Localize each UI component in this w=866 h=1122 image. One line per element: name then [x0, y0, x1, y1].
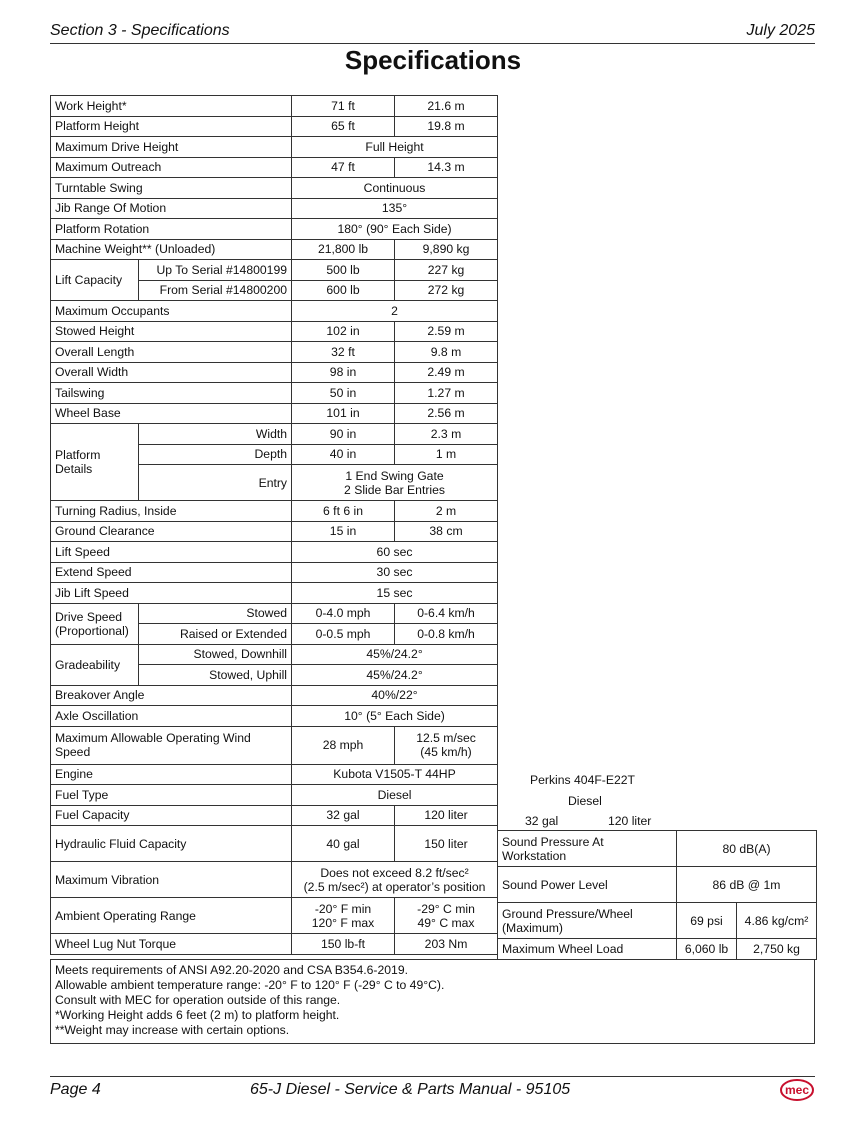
alt-engine: Perkins 404F-E22T [530, 773, 635, 787]
header-date: July 2025 [746, 22, 815, 39]
spec-value-us: 90 in [292, 424, 395, 445]
spec-value-us: 21,800 lb [292, 239, 395, 260]
spec-label: Machine Weight** (Unloaded) [51, 239, 292, 260]
spec-value: 10° (5° Each Side) [292, 706, 498, 727]
note-line: **Weight may increase with certain options. [55, 1023, 290, 1037]
spec-label: Ground Clearance [51, 521, 292, 542]
spec-label [498, 903, 677, 939]
spec-value-metric: 38 cm [395, 521, 498, 542]
spec-value-line: 49° C max [417, 915, 475, 930]
spec-value-us: 32 gal [292, 805, 395, 826]
spec-value-line: (45 km/h) [420, 745, 472, 759]
spec-value: 180° (90° Each Side) [292, 219, 498, 240]
spec-value [292, 862, 498, 898]
note-line: *Working Height adds 6 feet (2 m) to platform height. [55, 1008, 340, 1022]
spec-value: 45%/24.2° [292, 644, 498, 665]
spec-row-platform-height [51, 116, 498, 137]
spec-value: 30 sec [292, 562, 498, 583]
spec-value-us: 101 in [292, 403, 395, 424]
spec-label: Lift Speed [51, 542, 292, 563]
manual-title: 65-J Diesel - Service & Parts Manual - 95105 [250, 1081, 571, 1098]
spec-label: Jib Lift Speed [51, 583, 292, 604]
spec-label-line: Ground Pressure/Wheel [502, 906, 633, 921]
spec-row-platform-width [51, 424, 498, 445]
spec-label: Maximum Vibration [51, 862, 292, 898]
spec-label-line: Platform [55, 448, 101, 462]
spec-row-engine [51, 764, 498, 785]
note-line: Consult with MEC for operation outside of this range. [55, 993, 341, 1007]
spec-value-us: 32 ft [292, 342, 395, 363]
spec-value: 45%/24.2° [292, 665, 498, 686]
spec-label: Turning Radius, Inside [51, 501, 292, 522]
spec-label: Extend Speed [51, 562, 292, 583]
spec-value-us: 50 in [292, 383, 395, 404]
footer-rule [50, 1076, 815, 1077]
spec-sublabel: Up To Serial #14800199 [139, 260, 292, 281]
alt-fuel-capacity-us: 32 gal [525, 814, 559, 828]
spec-row-platform-rotation [51, 219, 498, 240]
spec-value-line: -29° C min [417, 901, 475, 916]
spec-label-line: Details [55, 462, 93, 476]
spec-value-line: Does not exceed 8.2 ft/sec² [320, 865, 469, 880]
spec-value: Continuous [292, 178, 498, 199]
spec-sublabel: Width [139, 424, 292, 445]
spec-row-ground-clearance [51, 521, 498, 542]
spec-row-overall-width [51, 362, 498, 383]
spec-label: Fuel Type [51, 785, 292, 806]
spec-label: Work Height* [51, 96, 292, 117]
notes-box [50, 959, 815, 1044]
spec-label: Tailswing [51, 383, 292, 404]
spec-label-line: Speed [55, 745, 91, 759]
page-number: Page 4 [50, 1081, 101, 1098]
spec-row-jib-range [51, 198, 498, 219]
spec-row-max-drive-height [51, 137, 498, 158]
spec-value-us: 98 in [292, 362, 395, 383]
spec-sublabel: Stowed [139, 603, 292, 624]
spec-value-line: 120° F max [311, 915, 375, 930]
spec-label: Platform Rotation [51, 219, 292, 240]
spec-value-us: 65 ft [292, 116, 395, 137]
spec-value-metric: 203 Nm [395, 934, 498, 955]
spec-row-tailswing [51, 383, 498, 404]
spec-value-metric: 150 liter [395, 826, 498, 862]
spec-value: 135° [292, 198, 498, 219]
spec-value: 80 dB(A) [677, 831, 817, 867]
spec-value-us: 15 in [292, 521, 395, 542]
alt-fuel-capacity-metric: 120 liter [608, 814, 652, 828]
spec-sublabel: Depth [139, 444, 292, 465]
spec-value-metric: 19.8 m [395, 116, 498, 137]
spec-value-us: 47 ft [292, 157, 395, 178]
side-specifications-table [497, 830, 817, 960]
spec-row-hydraulic-fluid [51, 826, 498, 862]
spec-label: Fuel Capacity [51, 805, 292, 826]
spec-label: Stowed Height [51, 321, 292, 342]
header-rule [50, 43, 815, 44]
spec-label-line: Workstation [502, 848, 567, 863]
spec-value-metric: 1.27 m [395, 383, 498, 404]
spec-value: 86 dB @ 1m [677, 867, 817, 903]
spec-value-metric: 0-0.8 km/h [395, 624, 498, 645]
spec-value [292, 465, 498, 501]
spec-value-line: 12.5 m/sec [416, 731, 476, 745]
spec-value: 2 [292, 301, 498, 322]
spec-row-work-height [51, 96, 498, 117]
spec-label: Platform Height [51, 116, 292, 137]
spec-value-us: 40 gal [292, 826, 395, 862]
spec-label-line: Drive Speed [55, 609, 123, 624]
spec-sublabel: Stowed, Downhill [139, 644, 292, 665]
spec-row-axle-oscillation [51, 706, 498, 727]
spec-label: Axle Oscillation [51, 706, 292, 727]
spec-row-overall-length [51, 342, 498, 363]
spec-value-metric: 2.3 m [395, 424, 498, 445]
specifications-table [50, 95, 498, 955]
spec-label: Hydraulic Fluid Capacity [51, 826, 292, 862]
spec-value-metric: 4.86 kg/cm² [737, 903, 817, 939]
spec-label-line: (Proportional) [55, 623, 129, 638]
alt-fuel-type: Diesel [568, 794, 602, 808]
spec-label: Maximum Outreach [51, 157, 292, 178]
spec-label [51, 726, 292, 764]
spec-label: Ambient Operating Range [51, 898, 292, 934]
spec-row-gradeability-downhill [51, 644, 498, 665]
spec-value-metric: 9.8 m [395, 342, 498, 363]
spec-label-line: Maximum Allowable Operating Wind [55, 731, 251, 745]
spec-value-line: -20° F min [314, 901, 372, 916]
logo-text: mec [784, 1083, 810, 1097]
spec-label: Engine [51, 764, 292, 785]
spec-value-metric: 2 m [395, 501, 498, 522]
spec-value: 40%/22° [292, 685, 498, 706]
spec-row-turntable-swing [51, 178, 498, 199]
spec-value-us: 40 in [292, 444, 395, 465]
spec-value-us: 6,060 lb [677, 939, 737, 960]
spec-row-jib-lift-speed [51, 583, 498, 604]
spec-label [498, 831, 677, 867]
spec-row-lift-capacity [51, 260, 498, 281]
spec-row-breakover [51, 685, 498, 706]
spec-value-metric: 0-6.4 km/h [395, 603, 498, 624]
spec-label-line: (Maximum) [502, 920, 563, 935]
spec-sublabel: Raised or Extended [139, 624, 292, 645]
spec-value-us: 150 lb-ft [292, 934, 395, 955]
spec-value-us: 500 lb [292, 260, 395, 281]
spec-value-line: 2 Slide Bar Entries [344, 482, 445, 497]
spec-row-max-occupants [51, 301, 498, 322]
spec-value-us: 600 lb [292, 280, 395, 301]
spec-row-turning-radius [51, 501, 498, 522]
spec-value-metric: 21.6 m [395, 96, 498, 117]
spec-label [51, 603, 139, 644]
spec-row-ambient-range [51, 898, 498, 934]
spec-label-line: Sound Pressure At [502, 834, 604, 849]
spec-row-lift-speed [51, 542, 498, 563]
spec-label: Sound Power Level [498, 867, 677, 903]
spec-value-metric: 227 kg [395, 260, 498, 281]
spec-label: Maximum Drive Height [51, 137, 292, 158]
spec-label: Breakover Angle [51, 685, 292, 706]
note-line: Allowable ambient temperature range: -20° F to 120° F (-29° C to 49°C). [55, 978, 445, 992]
spec-value-metric: 272 kg [395, 280, 498, 301]
spec-sublabel: Entry [139, 465, 292, 501]
spec-label: Overall Width [51, 362, 292, 383]
section-header: Section 3 - Specifications [50, 22, 230, 39]
spec-value: 15 sec [292, 583, 498, 604]
spec-value-us: 0-0.5 mph [292, 624, 395, 645]
spec-value: Kubota V1505-T 44HP [292, 764, 498, 785]
spec-value-metric: 14.3 m [395, 157, 498, 178]
spec-value-us: 69 psi [677, 903, 737, 939]
spec-label: Maximum Wheel Load [498, 939, 677, 960]
note-line: Meets requirements of ANSI A92.20-2020 and CSA B354.6-2019. [55, 963, 408, 977]
spec-value: Full Height [292, 137, 498, 158]
spec-row-max-outreach [51, 157, 498, 178]
mec-logo-icon [780, 1079, 814, 1101]
spec-label: Turntable Swing [51, 178, 292, 199]
spec-label: Maximum Occupants [51, 301, 292, 322]
spec-label: Gradeability [51, 644, 139, 685]
spec-label: Wheel Base [51, 403, 292, 424]
spec-sublabel: From Serial #14800200 [139, 280, 292, 301]
spec-row-max-vibration [51, 862, 498, 898]
spec-value-metric [395, 898, 498, 934]
spec-label [51, 424, 139, 501]
spec-row-wind-speed [51, 726, 498, 764]
spec-value-us: 71 ft [292, 96, 395, 117]
side-row-max-wheel-load [498, 939, 817, 960]
spec-sublabel: Stowed, Uphill [139, 665, 292, 686]
spec-row-lug-torque [51, 934, 498, 955]
spec-row-stowed-height [51, 321, 498, 342]
spec-value-metric: 2.56 m [395, 403, 498, 424]
spec-row-fuel-type [51, 785, 498, 806]
spec-value-line: 1 End Swing Gate [345, 468, 444, 483]
spec-value-line: (2.5 m/sec²) at operator’s position [303, 879, 486, 894]
spec-value-metric: 2.59 m [395, 321, 498, 342]
spec-row-wheel-base [51, 403, 498, 424]
spec-label: Lift Capacity [51, 260, 139, 301]
page-title: Specifications [344, 45, 522, 75]
spec-value-us: 28 mph [292, 726, 395, 764]
side-row-ground-pressure [498, 903, 817, 939]
spec-label: Wheel Lug Nut Torque [51, 934, 292, 955]
spec-value-metric: 1 m [395, 444, 498, 465]
spec-label: Overall Length [51, 342, 292, 363]
spec-label: Jib Range Of Motion [51, 198, 292, 219]
spec-value-us: 102 in [292, 321, 395, 342]
spec-row-extend-speed [51, 562, 498, 583]
spec-value-us [292, 898, 395, 934]
spec-value-metric: 120 liter [395, 805, 498, 826]
spec-value-metric [395, 726, 498, 764]
spec-value-metric: 2.49 m [395, 362, 498, 383]
spec-value-metric: 9,890 kg [395, 239, 498, 260]
spec-row-drive-speed-stowed [51, 603, 498, 624]
spec-value: 60 sec [292, 542, 498, 563]
spec-row-machine-weight [51, 239, 498, 260]
side-row-sound-power [498, 867, 817, 903]
spec-value-us: 0-4.0 mph [292, 603, 395, 624]
side-row-sound-pressure [498, 831, 817, 867]
spec-value-us: 6 ft 6 in [292, 501, 395, 522]
spec-value-metric: 2,750 kg [737, 939, 817, 960]
spec-value: Diesel [292, 785, 498, 806]
spec-row-fuel-capacity [51, 805, 498, 826]
